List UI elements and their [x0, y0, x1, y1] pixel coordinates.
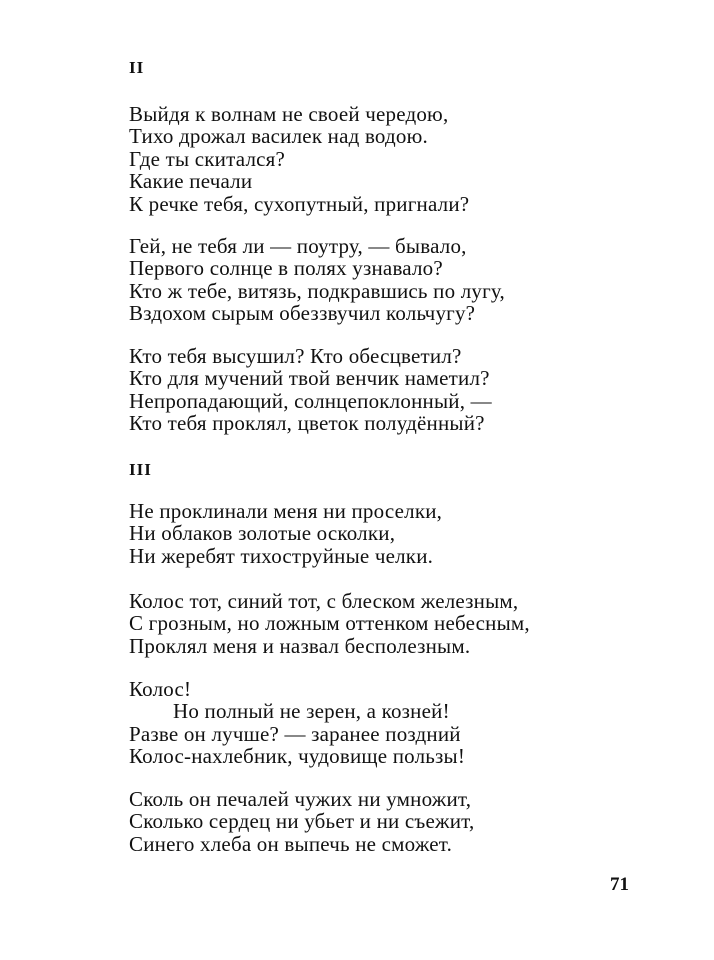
stanza-3-3 — [129, 678, 465, 768]
poem-line: Кто ж тебе, витязь, подкравшись по лугу, — [129, 278, 505, 303]
poem-line-indented: Но полный не зерен, а козней! — [173, 699, 450, 724]
poem-line: Сколько сердец ни убьет и ни съежит, — [129, 809, 475, 834]
poem-line: Первого солнце в полях узнавало? — [129, 256, 443, 281]
poem-line: Кто тебя высушил? Кто обесцветил? — [129, 344, 462, 368]
poem-line: Сколь он печалей чужих ни умножит, — [129, 787, 472, 811]
poem-line: Ни облаков золотые осколки, — [129, 521, 396, 546]
stanza-3-4 — [129, 788, 474, 855]
stanza-2-1 — [129, 103, 469, 215]
poem-line: Колос тот, синий тот, с блеском железным, — [129, 589, 519, 613]
poem-line: Проклял меня и назвал бесполезным. — [129, 633, 471, 658]
poem-line: Тихо дрожал василек над водою. — [129, 124, 428, 149]
poem-line: Гей, не тебя ли — поутру, — бывало, — [129, 234, 467, 258]
stanza-3-2 — [129, 590, 530, 657]
stanza-2-2 — [129, 235, 505, 325]
poem-line: Синего хлеба он выпечь не сможет. — [129, 831, 453, 856]
section-number-2: II — [129, 58, 145, 77]
section-number-3: III — [129, 460, 152, 479]
poem-line: Вздохом сырым обеззвучил кольчугу? — [129, 301, 476, 326]
poem-line: К речке тебя, сухопутный, пригнали? — [129, 191, 470, 216]
poem-line: Колос-нахлебник, чудовище пользы! — [129, 744, 466, 769]
poem-line: С грозным, но ложным оттенком небесным, — [129, 611, 530, 636]
poem-line: Кто тебя проклял, цветок полудённый? — [129, 411, 485, 436]
poem-line: Разве он лучше? — заранее поздний — [129, 721, 461, 746]
poem-line: Какие печали — [129, 169, 253, 194]
page-number: 71 — [610, 874, 629, 895]
poem-line: Не проклинали меня ни проселки, — [129, 499, 443, 523]
poem-line: Непропадающий, солнцепоклонный, — — [129, 388, 492, 413]
poem-line: Колос! — [129, 677, 192, 701]
poem-line: Ни жеребят тихоструйные челки. — [129, 543, 434, 568]
poem-line: Где ты скитался? — [129, 146, 286, 171]
stanza-2-3 — [129, 345, 492, 435]
stanza-3-1 — [129, 500, 442, 567]
poem-line: Кто для мучений твой венчик наметил? — [129, 366, 490, 391]
poem-line: Выйдя к волнам не своей чередою, — [129, 102, 449, 126]
